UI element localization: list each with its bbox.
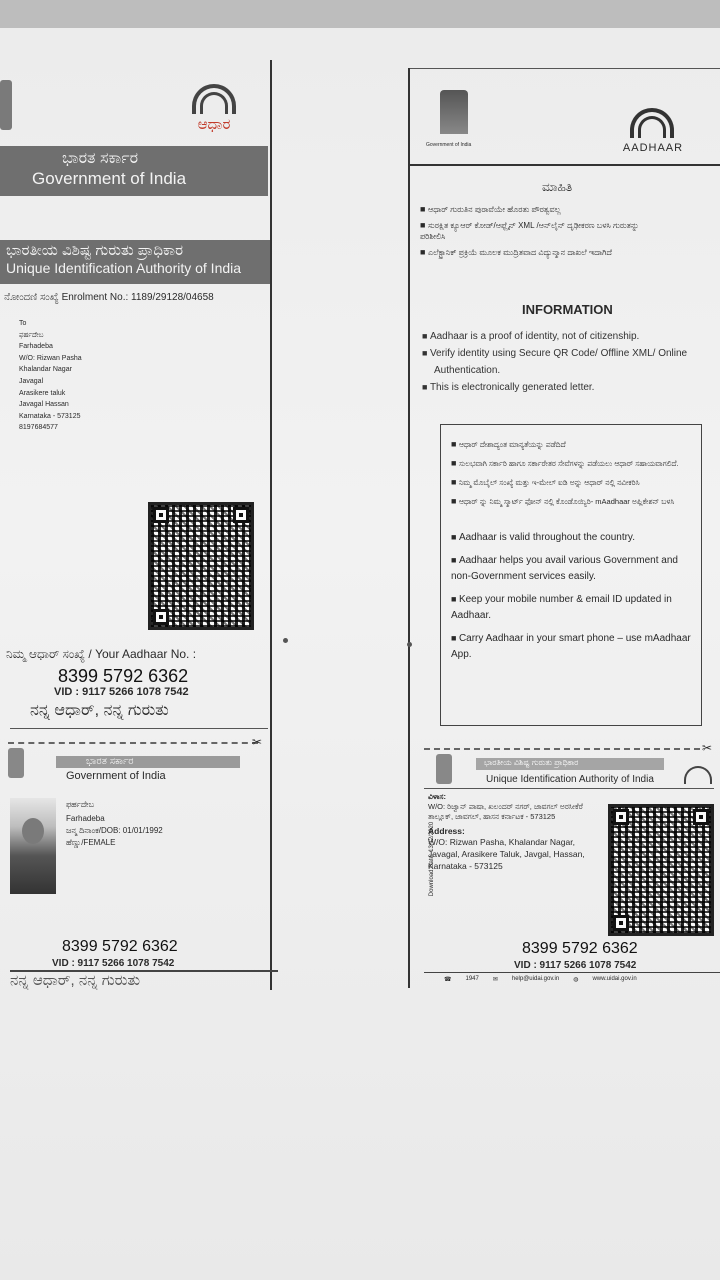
card-dob: ಜನ್ಮ ದಿನಾಂಕ/DOB: 01/01/1992 bbox=[66, 826, 163, 835]
fold-marker-right bbox=[407, 642, 412, 647]
address-line: Javagal bbox=[19, 377, 44, 385]
card-uidai-kannada: ಭಾರತೀಯ ವಿಶಿಷ್ಟ ಗುರುತು ಪ್ರಾಧಿಕಾರ bbox=[484, 758, 579, 767]
gov-band bbox=[0, 146, 268, 196]
right-panel-left-border bbox=[408, 68, 410, 988]
uidai-kannada: ಭಾರತೀಯ ವಿಶಿಷ್ಟ ಗುರುತು ಪ್ರಾಧಿಕಾರ bbox=[6, 242, 184, 259]
info-item-en-cont: Authentication. bbox=[434, 365, 501, 376]
emblem-caption: Government of India bbox=[426, 142, 472, 148]
info-item-kn: ■ ಆಧಾರ್ ಗುರುತಿನ ಪುರಾವೆಯೇ ಹೊರತು ಪೌರತ್ವವಲ್ಲ bbox=[420, 204, 660, 215]
info-list-kn bbox=[420, 204, 660, 258]
face-icon bbox=[22, 818, 44, 844]
left-panel-right-border bbox=[270, 60, 272, 990]
scan-background-top bbox=[0, 0, 720, 28]
address-line: Javagal Hassan bbox=[19, 401, 69, 409]
right-panel-top-border bbox=[410, 68, 720, 69]
card-emblem-icon bbox=[8, 748, 24, 778]
card-gov-kannada: ಭಾರತ ಸರ್ಕಾರ bbox=[86, 756, 134, 767]
feature-item-kn: ■ ಆಧಾರ್ ನ್ನು ನಿಮ್ಮ ಸ್ಮಾರ್ಟ್ ಫೋನ್ ನಲ್ಲಿ ಕೊಂಡೊಯ್ಯಿರಿ- mAadhaar ಅಪ್ಲಿಕೇಶನ್ ಬಳಸಿ bbox=[451, 496, 693, 507]
info-item-en: ■ Verify identity using Secure QR Code/ Offline XML/ Online bbox=[422, 345, 714, 362]
info-item-en: ■ This is electronically generated letter. bbox=[422, 379, 714, 396]
qr-code bbox=[608, 804, 714, 936]
address-label-en: Address: bbox=[428, 826, 465, 836]
address-line: Arasikere taluk bbox=[19, 389, 66, 397]
card-name-kn: ಫರ್ಹದೇಬ bbox=[66, 800, 95, 809]
address-line: Farhadeba bbox=[19, 343, 53, 351]
enrolment-line bbox=[4, 292, 214, 303]
address-en: W/O: Rizwan Pasha, Khalandar Nagar, Javagal, Arasikere Taluk, Javgal, Hassan, Karnataka - 573125 bbox=[428, 837, 585, 871]
aadhaar-logo-text: AADHAAR bbox=[622, 142, 684, 154]
gov-kannada: ಭಾರತ ಸರ್ಕಾರ bbox=[62, 150, 139, 167]
enrolment-label-en: Enrolment No.: bbox=[61, 292, 129, 303]
gov-english: Government of India bbox=[32, 169, 187, 188]
your-aadhaar-label: ನಿಮ್ಮ ಆಧಾರ್ ಸಂಖ್ಯೆ / Your Aadhaar No. : bbox=[6, 647, 197, 661]
feature-item-kn: ■ ಸುಲಭವಾಗಿ ಸರ್ಕಾರಿ ಹಾಗೂ ಸರ್ಕಾರೇತರ ಸೇವೆಗಳನ್ನು ಪಡೆಯಲು ಆಧಾರ್ ಸಹಾಯವಾಗಲಿದೆ. bbox=[451, 458, 693, 469]
enrolment-label-kn: ನೋಂದಣಿ ಸಂಖ್ಯೆ bbox=[4, 292, 59, 303]
card-aadhaar-number: 8399 5792 6362 bbox=[522, 940, 638, 957]
info-item-en: ■ Aadhaar is a proof of identity, not of citizenship. bbox=[422, 328, 714, 345]
address-line: W/O: Rizwan Pasha bbox=[19, 354, 82, 362]
card-gov-band bbox=[56, 756, 240, 768]
cut-line bbox=[424, 748, 700, 750]
card-uidai-english: Unique Identification Authority of India bbox=[486, 774, 654, 785]
address-line: Karnataka - 573125 bbox=[19, 412, 81, 420]
uidai-english: Unique Identification Authority of India bbox=[6, 260, 242, 276]
fold-marker-left bbox=[283, 638, 288, 643]
phone-icon: ☎ bbox=[444, 977, 452, 983]
divider bbox=[10, 728, 268, 729]
address-kn: W/O: ರಿಜ್ವಾನ್ ಪಾಷಾ, ಖಲಂದರ್ ನಗರ್, ಜಾವಗಲ್ ಅರಸೀಕೆರೆ ತಾಲ್ಲೂಕ್, ಜಾವಗಲ್, ಹಾಸನ ಕರ್ನಾಟಕ - 573125 bbox=[428, 802, 583, 821]
card-footer bbox=[444, 976, 720, 983]
card-vid: VID : 9117 5266 1078 7542 bbox=[52, 958, 175, 969]
enrolment-no: 1189/29128/04658 bbox=[131, 292, 214, 303]
info-title-kn: ಮಾಹಿತಿ bbox=[542, 180, 573, 194]
header-divider bbox=[410, 164, 720, 166]
card-uidai-band bbox=[476, 758, 664, 770]
scissors-icon: ✂ bbox=[702, 741, 713, 755]
features-box bbox=[440, 424, 702, 726]
card-divider-bottom bbox=[424, 972, 720, 973]
scissors-icon: ✂ bbox=[252, 735, 263, 749]
qr-code bbox=[148, 502, 254, 630]
card-address bbox=[428, 792, 596, 872]
feature-item-en: ■ Keep your mobile number & email ID updated in Aadhaar. bbox=[451, 591, 693, 624]
address-line: Khalandar Nagar bbox=[19, 366, 72, 374]
cut-line bbox=[8, 742, 258, 744]
info-list-en bbox=[422, 328, 714, 396]
card-vid: VID : 9117 5266 1078 7542 bbox=[514, 960, 637, 971]
features-list-kn bbox=[451, 439, 693, 507]
aadhaar-logo bbox=[184, 84, 244, 140]
card-aadhaar-number: 8399 5792 6362 bbox=[62, 938, 178, 955]
slogan: ನನ್ನ ಆಧಾರ್, ನನ್ನ ಗುರುತು bbox=[30, 702, 169, 719]
card-gov-english: Government of India bbox=[66, 770, 166, 782]
feature-item-en: ■ Aadhaar is valid throughout the country. bbox=[451, 529, 693, 546]
emblem-icon bbox=[0, 80, 12, 130]
left-panel bbox=[0, 50, 280, 1000]
info-title-en: INFORMATION bbox=[522, 302, 613, 317]
aadhaar-number: 8399 5792 6362 bbox=[58, 666, 189, 686]
emblem-icon bbox=[440, 90, 468, 134]
photo bbox=[10, 798, 56, 894]
feature-item-kn: ■ ನಿಮ್ಮ ಮೊಬೈಲ್ ಸಂಖ್ಯೆ ಮತ್ತು ಇ-ಮೇಲ್ ಐಡಿ ಅನ್ನು ಆಧಾರ್ ನಲ್ಲಿ ನವೀಕರಿಸಿ bbox=[451, 477, 693, 488]
feature-item-en: ■ Carry Aadhaar in your smart phone – use mAadhaar App. bbox=[451, 630, 693, 663]
right-panel bbox=[404, 68, 720, 998]
aadhaar-logo-text: ಆಧಾರ bbox=[197, 116, 231, 133]
mail-icon: ✉ bbox=[492, 977, 498, 983]
recipient-address bbox=[19, 318, 82, 434]
feature-item-kn: ■ ಆಧಾರ್ ದೇಶಾದ್ಯಂತ ಮಾನ್ಯತೆಯನ್ನು ಪಡೆದಿದೆ bbox=[451, 439, 693, 450]
vid: VID : 9117 5266 1078 7542 bbox=[54, 686, 189, 698]
feature-item-en: ■ Aadhaar helps you avail various Government and non-Government services easily. bbox=[451, 552, 693, 585]
aadhaar-logo bbox=[618, 104, 688, 158]
address-label-kn: ವಿಳಾಸ: bbox=[428, 792, 447, 801]
card-name-en: Farhadeba bbox=[66, 814, 105, 823]
footer-email: help@uidai.gov.in bbox=[511, 976, 560, 982]
card-divider-top bbox=[424, 788, 714, 789]
info-item-kn: ■ ಸುರಕ್ಷಿತ ಕ್ಯೂಆರ್ ಕೋಡ್/ಆಫ್ಲೈನ್ XML /ಆನ್‌ಲೈನ್ ದೃಢೀಕರಣ ಬಳಸಿ ಗುರುತನ್ನು ಪರಿಶೀಲಿಸಿ bbox=[420, 220, 660, 242]
uidai-band bbox=[0, 240, 270, 284]
features-list-en bbox=[451, 529, 693, 663]
address-line: ಫರ್ಹದೇಬ bbox=[19, 331, 44, 339]
card-emblem-icon bbox=[436, 754, 452, 784]
address-line: To bbox=[19, 320, 27, 327]
card-aadhaar-logo-icon bbox=[684, 766, 712, 784]
footer-phone: 1947 bbox=[465, 976, 479, 982]
address-line: 8197684577 bbox=[19, 424, 58, 432]
card-gender: ಹೆಣ್ಣು/FEMALE bbox=[66, 838, 116, 847]
info-item-kn: ■ ಎಲೆಕ್ಟ್ರಾನಿಕ್ ಪ್ರಕ್ರಿಯೆ ಮೂಲಕ ಮುದ್ರಿತವಾದ ವಿದ್ಯುನ್ಮಾನ ದಾಖಲೆ ಇದಾಗಿದೆ bbox=[420, 247, 660, 258]
globe-icon: ◍ bbox=[573, 977, 579, 983]
card-slogan: ನನ್ನ ಆಧಾರ್, ನನ್ನ ಗುರುತು bbox=[10, 972, 141, 989]
download-date: Download Date: 13/12/2020 bbox=[429, 821, 435, 897]
footer-web: www.uidai.gov.in bbox=[592, 976, 637, 982]
